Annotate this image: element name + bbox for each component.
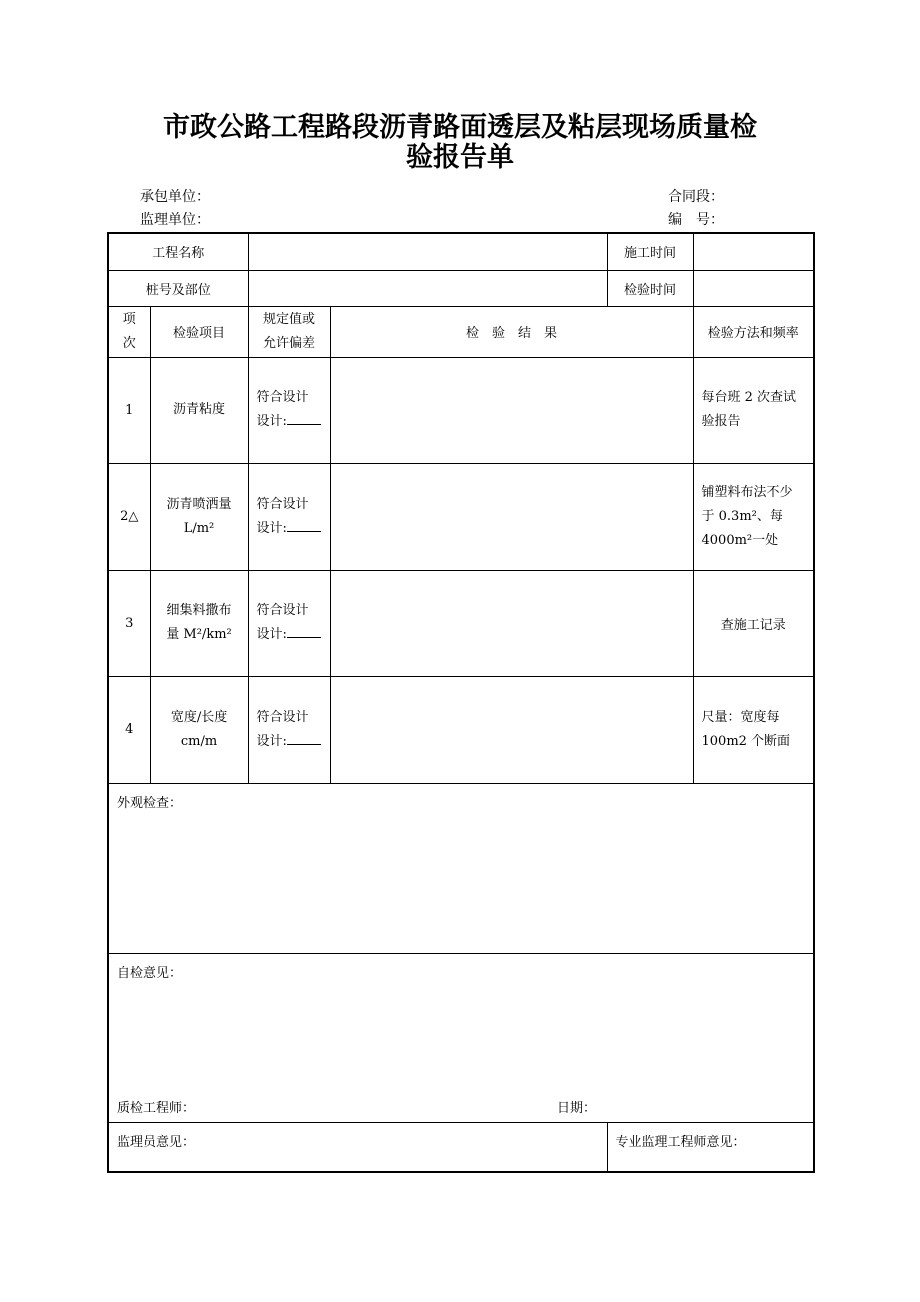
construction-time-label: 施工时间 — [607, 233, 693, 270]
row-method: 铺塑料布法不少 于 0.3m²、每 4000m²一处 — [693, 463, 814, 570]
inspection-time-label: 检验时间 — [607, 270, 693, 306]
row-result-field[interactable] — [330, 357, 693, 463]
table-row — [108, 463, 814, 570]
self-check-row — [108, 953, 814, 1122]
col-method: 检验方法和频率 — [693, 306, 814, 357]
qc-engineer-label: 质检工程师： — [117, 1100, 196, 1116]
contract-section-label: 合同段： — [668, 189, 724, 205]
engineer-opinion-label: 专业监理工程师意见： — [615, 1134, 746, 1150]
row-method: 每台班 2 次查试 验报告 — [693, 357, 814, 463]
col-result: 检 验 结 果 — [330, 306, 693, 357]
row-spec: 符合设计 设计: — [248, 357, 330, 463]
document-title-line2: 验报告单 — [406, 142, 514, 173]
row-no: 2△ — [108, 463, 150, 570]
construction-time-field[interactable] — [693, 233, 814, 270]
row-no: 3 — [108, 570, 150, 676]
row-spec: 符合设计 设计: — [248, 570, 330, 676]
design-value-blank[interactable] — [287, 625, 321, 638]
column-header-row — [108, 306, 814, 357]
row-method: 查施工记录 — [693, 570, 814, 676]
info-row-project — [108, 233, 814, 270]
opinion-row — [108, 1122, 814, 1172]
row-method: 尺量：宽度每 100m2 个断面 — [693, 676, 814, 783]
station-label: 桩号及部位 — [108, 270, 248, 306]
inspection-time-field[interactable] — [693, 270, 814, 306]
row-item: 沥青粘度 — [150, 357, 248, 463]
row-result-field[interactable] — [330, 463, 693, 570]
inspection-form-table — [107, 232, 815, 1173]
row-no: 4 — [108, 676, 150, 783]
contractor-label: 承包单位： — [140, 189, 210, 205]
info-row-station — [108, 270, 814, 306]
supervisor-unit-label: 监理单位： — [140, 212, 210, 228]
appearance-field[interactable] — [108, 783, 814, 953]
date-label: 日期： — [557, 1100, 597, 1116]
row-item: 沥青喷洒量 L/m² — [150, 463, 248, 570]
project-name-field[interactable] — [248, 233, 607, 270]
supervisor-opinion-label: 监理员意见： — [117, 1134, 196, 1150]
row-item: 细集料撒布 量 M²/km² — [150, 570, 248, 676]
row-item: 宽度/长度 cm/m — [150, 676, 248, 783]
row-no: 1 — [108, 357, 150, 463]
appearance-row — [108, 783, 814, 953]
appearance-label: 外观检查： — [117, 795, 183, 811]
col-item-no: 项 次 — [108, 306, 150, 357]
row-spec: 符合设计 设计: — [248, 676, 330, 783]
design-value-blank[interactable] — [287, 732, 321, 745]
document-title-line1: 市政公路工程路段沥青路面透层及粘层现场质量检 — [163, 112, 757, 143]
col-spec: 规定值或 允许偏差 — [248, 306, 330, 357]
table-row — [108, 570, 814, 676]
supervisor-opinion-field[interactable] — [108, 1122, 607, 1172]
number-label: 编 号： — [668, 212, 724, 228]
design-value-blank[interactable] — [287, 412, 321, 425]
self-check-label: 自检意见： — [117, 965, 183, 981]
row-result-field[interactable] — [330, 570, 693, 676]
self-check-field[interactable] — [108, 953, 814, 1122]
project-name-label: 工程名称 — [108, 233, 248, 270]
table-row — [108, 357, 814, 463]
design-value-blank[interactable] — [287, 519, 321, 532]
row-result-field[interactable] — [330, 676, 693, 783]
row-spec: 符合设计 设计: — [248, 463, 330, 570]
col-inspection-item: 检验项目 — [150, 306, 248, 357]
station-field[interactable] — [248, 270, 607, 306]
engineer-opinion-field[interactable] — [607, 1122, 814, 1172]
table-row — [108, 676, 814, 783]
